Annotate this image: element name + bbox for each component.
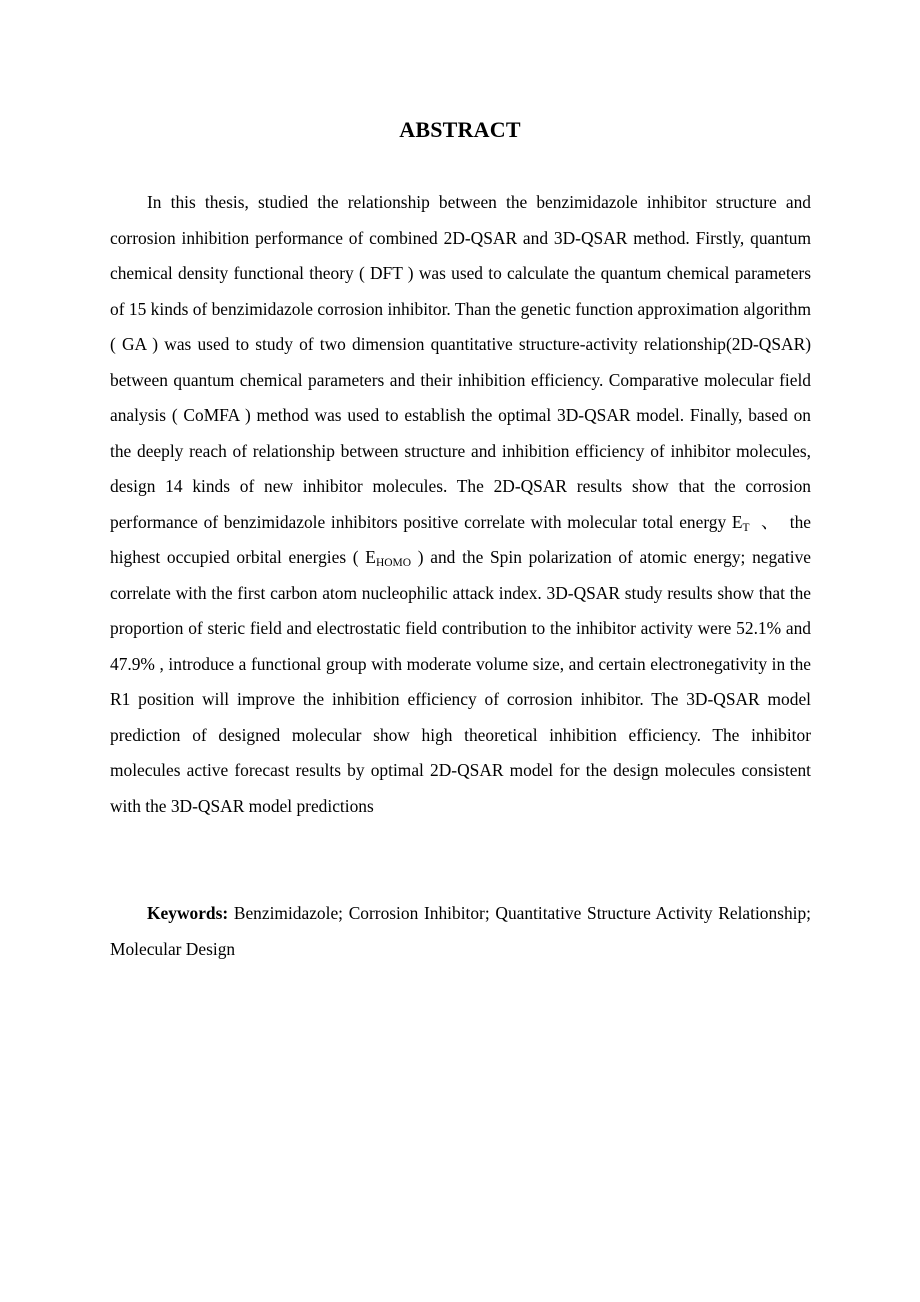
keywords-text: Benzimidazole; Corrosion Inhibitor; Quantitative Structure Activity Relationship; Molecular Design <box>110 903 811 959</box>
abstract-paragraph <box>110 185 811 824</box>
abstract-text-part-1: In this thesis, studied the relationship between the benzimidazole inhibitor structure and corrosion inhibition performance of combined 2D-QSAR and 3D-QSAR method. Firstly, quantum chemical density functional theory ( DFT ) was used to calculate the quantum chemical parameters of 15 kinds of benzimidazole corrosion inhibitor. Than the genetic function approximation algorithm ( GA ) was used to study of two dimension quantitative structure-activity relationship(2D-QSAR) between quantum chemical parameters and their inhibition efficiency. Comparative molecular field analysis ( CoMFA ) method was used to establish the optimal 3D-QSAR model. Finally, based on the deeply reach of relationship between structure and inhibition efficiency of inhibitor molecules, design 14 kinds of new inhibitor molecules. The 2D-QSAR results show that the corrosion performance of benzimidazole inhibitors positive correlate with molecular total energy E <box>110 192 811 532</box>
homo-subscript: HOMO <box>375 557 412 569</box>
keywords-paragraph <box>110 896 811 967</box>
abstract-text-part-3: ) and the Spin polarization of atomic energy; negative correlate with the first carbon atom nucleophilic attack index. 3D-QSAR study results show that the proportion of steric field and electrostatic field contribution to the inhibitor activity were 52.1% and 47.9% , introduce a functional group with moderate volume size, and certain electronegativity in the R1 position will improve the inhibition efficiency of corrosion inhibitor. The 3D-QSAR model prediction of designed molecular show high theoretical inhibition efficiency. The inhibitor molecules active forecast results by optimal 2D-QSAR model for the design molecules consistent with the 3D-QSAR model predictions <box>110 547 811 816</box>
abstract-title: ABSTRACT <box>399 117 521 142</box>
keywords-label: Keywords: <box>147 903 229 923</box>
total-energy-subscript: T <box>742 521 750 534</box>
abstract-text-part-2: the highest occupied orbital energies ( E <box>110 511 811 567</box>
enumeration-comma: 、 <box>759 511 780 532</box>
